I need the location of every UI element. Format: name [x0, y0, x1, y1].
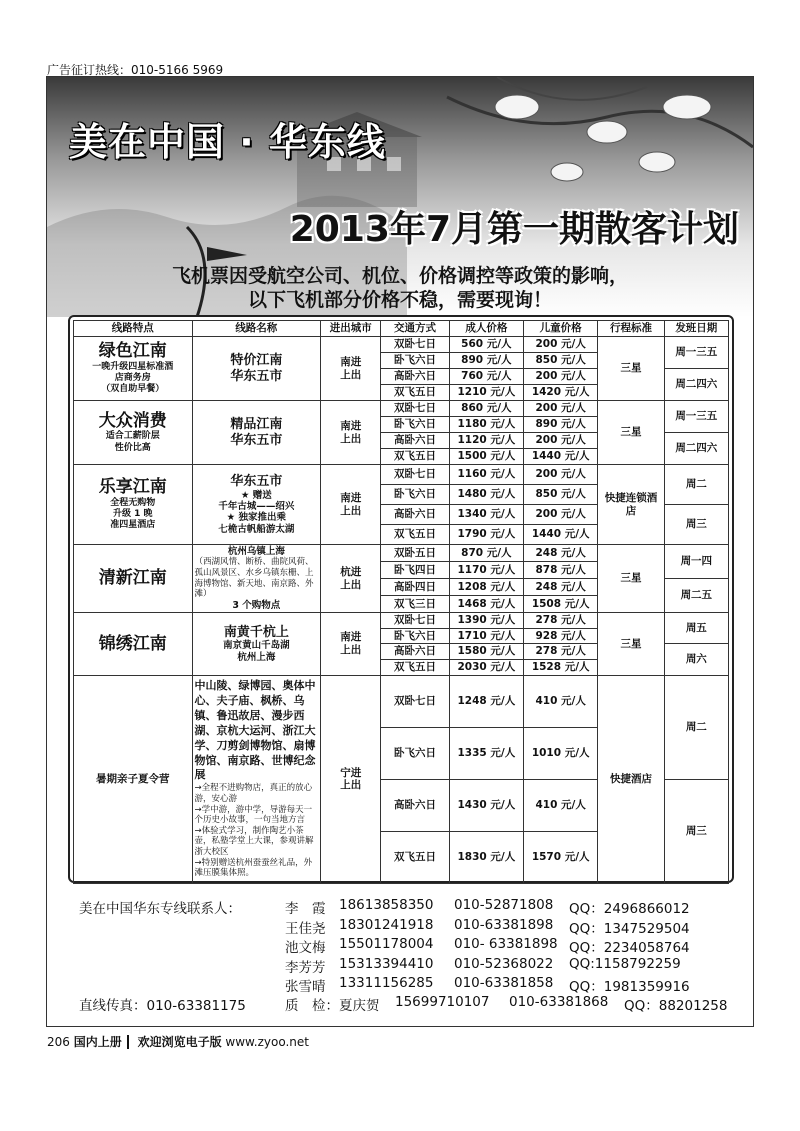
transport-cell: 高卧六日: [381, 433, 449, 449]
adult-price-cell: 2030 元/人: [449, 660, 523, 676]
qc-label: 质 检：: [285, 998, 339, 1014]
table-row: [74, 613, 729, 629]
child-price-cell: 1528 元/人: [524, 660, 598, 676]
route-city-line: 上出: [340, 504, 362, 517]
transport-cell: 卧飞六日: [381, 417, 449, 433]
transport-cell: 双飞三日: [381, 596, 449, 613]
adult-price-cell: 890 元/人: [449, 353, 523, 369]
header-cell: 儿童价格: [524, 321, 598, 337]
route-feature-title: 大众消费: [98, 411, 167, 432]
child-price-cell: 1508 元/人: [524, 596, 598, 613]
page-number: 206: [47, 1035, 70, 1049]
adult-price-cell: 1210 元/人: [449, 385, 523, 401]
route-city-line: 南进: [340, 419, 362, 432]
adult-price-cell: 1480 元/人: [449, 485, 523, 505]
contact-mobile: 15313394410: [339, 955, 434, 972]
price-notice-line-1: 飞机票因受航空公司、机位、价格调控等政策的影响，: [171, 265, 628, 287]
standard-cell: 三星: [598, 401, 664, 465]
adult-price-cell: 1180 元/人: [449, 417, 523, 433]
standard-cell: 快捷连锁酒店: [598, 465, 664, 545]
route-feature-cell: [74, 545, 193, 613]
transport-cell: 高卧六日: [381, 369, 449, 385]
child-price-cell: 200 元/人: [524, 337, 598, 353]
header-cell: 交通方式: [381, 321, 449, 337]
route-name-line: 华东五市: [230, 473, 283, 489]
child-price-cell: 248 元/人: [524, 579, 598, 596]
departure-date-cell: 周二五: [664, 579, 728, 613]
route-name-title: 杭州乌镇上海: [227, 546, 285, 557]
route-city-cell: [321, 675, 381, 883]
route-feature-title: 清新江南: [98, 568, 167, 589]
transport-cell: 卧飞六日: [381, 485, 449, 505]
adult-price-cell: 1430 元/人: [449, 779, 523, 831]
child-price-cell: 1570 元/人: [524, 831, 598, 883]
transport-cell: 高卧四日: [381, 579, 449, 596]
route-city-line: 南进: [340, 355, 362, 368]
header-cell: 发班日期: [664, 321, 728, 337]
route-feature-note: 全程无购物: [110, 497, 156, 508]
route-feature-cell: [74, 401, 193, 465]
adult-price-cell: 1248 元/人: [449, 675, 523, 727]
qc-mobile: 15699710107: [395, 994, 490, 1010]
header-cell: 成人价格: [449, 321, 523, 337]
route-name-cell: [192, 465, 321, 545]
fax-line: 直线传真：010-63381175: [79, 998, 246, 1014]
table-row: [74, 337, 729, 353]
child-price-cell: 410 元/人: [524, 779, 598, 831]
route-feature-title: 乐享江南: [98, 477, 167, 498]
standard-cell: 三星: [598, 613, 664, 675]
route-name-line: 七桅古帆船游太湖: [218, 523, 295, 535]
contact-phone: 010-63381898: [454, 916, 554, 933]
contact-name: 李 霞: [285, 901, 326, 917]
route-feature-note: 店商务房: [114, 373, 151, 384]
departure-date-cell: 周六: [664, 644, 728, 675]
adult-price-cell: 760 元/人: [449, 369, 523, 385]
transport-cell: 双卧七日: [381, 401, 449, 417]
schedule-table-box: [68, 315, 734, 883]
schedule-table: [73, 320, 729, 884]
route-city-line: 上出: [340, 779, 362, 792]
route-name-cell: [192, 337, 321, 401]
transport-cell: 卧飞六日: [381, 628, 449, 644]
contact-mobile: 13311156285: [339, 975, 434, 991]
section-name: 国内上册: [73, 1035, 122, 1049]
transport-cell: 双飞五日: [381, 385, 449, 401]
route-name-line: 杭州上海: [237, 651, 276, 663]
child-price-cell: 878 元/人: [524, 562, 598, 579]
qc-phone: 010-63381868: [509, 994, 609, 1010]
adult-price-cell: 1340 元/人: [449, 505, 523, 525]
child-price-cell: 850 元/人: [524, 485, 598, 505]
contact-phone: 010-63381858: [454, 975, 554, 991]
adult-price-cell: 1160 元/人: [449, 465, 523, 485]
child-price-cell: 248 元/人: [524, 545, 598, 562]
transport-cell: 双飞五日: [381, 449, 449, 465]
contact-phone: 010-52871808: [454, 897, 554, 913]
transport-cell: 双卧七日: [381, 613, 449, 629]
child-price-cell: 1440 元/人: [524, 449, 598, 465]
departure-date-cell: 周一三五: [664, 401, 728, 433]
contact-qq: QQ：1347529504: [569, 920, 690, 937]
table-row: [74, 675, 729, 727]
route-city-cell: [321, 401, 381, 465]
ad-hotline: 广告征订热线：010-5166 5969: [47, 63, 224, 77]
standard-cell: 快捷酒店: [598, 675, 664, 883]
contact-mobile: 15501178004: [339, 936, 434, 952]
adult-price-cell: 1830 元/人: [449, 831, 523, 883]
contact-mobile: 18613858350: [339, 897, 434, 913]
route-feature-title: 绿色江南: [98, 341, 167, 362]
contact-qq: QQ:1158792259: [569, 955, 681, 972]
departure-date-cell: 周一四: [664, 545, 728, 579]
child-price-cell: 890 元/人: [524, 417, 598, 433]
child-price-cell: 200 元/人: [524, 401, 598, 417]
transport-cell: 双飞五日: [381, 525, 449, 545]
route-name-line: ★ 独家推出乘: [226, 512, 286, 524]
route-city-cell: [321, 465, 381, 545]
child-price-cell: 1440 元/人: [524, 525, 598, 545]
table-row: [74, 401, 729, 417]
standard-cell: 三星: [598, 545, 664, 613]
transport-cell: 卧飞六日: [381, 353, 449, 369]
route-name-note: 3 个购物点: [232, 599, 281, 611]
contact-name: 王佳尧: [285, 920, 326, 937]
table-header-row: [74, 321, 729, 337]
route-feature-note: 一晚升级四星标准酒: [92, 361, 174, 372]
route-name-line: 南黄千杭上: [223, 624, 289, 640]
route-feature-cell: [74, 675, 193, 883]
route-name-cell: [192, 613, 321, 675]
adult-price-cell: 560 元/人: [449, 337, 523, 353]
departure-date-cell: 周三: [664, 505, 728, 545]
child-price-cell: 1010 元/人: [524, 727, 598, 779]
transport-cell: 双卧五日: [381, 545, 449, 562]
adult-price-cell: 1390 元/人: [449, 613, 523, 629]
transport-cell: 高卧六日: [381, 644, 449, 660]
adult-price-cell: 1208 元/人: [449, 579, 523, 596]
route-feature-note: 升级 1 晚: [113, 509, 153, 520]
route-feature-title: 暑期亲子夏令营: [96, 772, 170, 785]
route-city-cell: [321, 337, 381, 401]
route-feature-note: 性价比高: [114, 442, 151, 453]
route-name-line: 精品江南: [230, 416, 283, 432]
route-feature-cell: [74, 613, 193, 675]
adult-price-cell: 1580 元/人: [449, 644, 523, 660]
departure-date-cell: 周一三五: [664, 337, 728, 369]
transport-cell: 卧飞六日: [381, 727, 449, 779]
route-name-cell: [192, 675, 321, 883]
route-city-line: 上出: [340, 643, 362, 656]
adult-price-cell: 1335 元/人: [449, 727, 523, 779]
child-price-cell: 200 元/人: [524, 433, 598, 449]
departure-date-cell: 周三: [664, 779, 728, 883]
transport-cell: 双飞五日: [381, 831, 449, 883]
adult-price-cell: 1710 元/人: [449, 628, 523, 644]
child-price-cell: 928 元/人: [524, 628, 598, 644]
child-price-cell: 850 元/人: [524, 353, 598, 369]
page-footer: [47, 1033, 309, 1050]
header-cell: 线路名称: [192, 321, 321, 337]
route-name-note: →特别赠送杭州蚕蚕丝礼品，外滩压膜集体照。: [194, 857, 313, 879]
route-feature-cell: [74, 465, 193, 545]
route-name-note: →全程不进购物店，真正的放心游，安心游: [194, 783, 313, 804]
route-name-cell: [192, 545, 321, 613]
route-name-sights: 中山陵、绿博园、奥体中心、夫子庙、枫桥、乌镇、鲁迅故居、漫步西湖、京杭大运河、浙江大学、刀剪剑博物馆、扇博物馆、南京路、世博纪念展: [194, 679, 316, 782]
route-feature-cell: [74, 337, 193, 401]
route-name-line: 特价江南: [230, 352, 283, 368]
qc-name: 夏庆贺: [339, 998, 380, 1014]
route-city-line: 南进: [340, 491, 362, 504]
child-price-cell: 1420 元/人: [524, 385, 598, 401]
child-price-cell: 410 元/人: [524, 675, 598, 727]
header-cell: 线路特点: [74, 321, 193, 337]
transport-cell: 双卧七日: [381, 337, 449, 353]
standard-cell: 三星: [598, 337, 664, 401]
departure-date-cell: 周二四六: [664, 433, 728, 465]
transport-cell: 卧飞四日: [381, 562, 449, 579]
departure-date-cell: 周二四六: [664, 369, 728, 401]
adult-price-cell: 1468 元/人: [449, 596, 523, 613]
child-price-cell: 278 元/人: [524, 613, 598, 629]
contact-name: 张雪晴: [285, 979, 326, 995]
adult-price-cell: 870 元/人: [449, 545, 523, 562]
banner-title: 美在中国 · 华东线: [69, 120, 386, 164]
adult-price-cell: 1120 元/人: [449, 433, 523, 449]
route-name-sights: （西湖风情、断桥、曲院风荷、孤山风景区、水乡乌镇东栅、上海博物馆、新天地、南京路、外滩）: [194, 557, 314, 600]
route-city-cell: [321, 545, 381, 613]
route-name-line: 华东五市: [230, 432, 283, 448]
plan-title: 2013年7月第一期散客计划: [289, 209, 739, 250]
qc-qq: QQ：88201258: [624, 998, 728, 1014]
route-city-line: 宁进: [340, 766, 362, 779]
header-cell: 行程标准: [598, 321, 664, 337]
contact-phone: 010- 63381898: [454, 936, 558, 952]
contacts-label: 美在中国华东专线联系人：: [79, 901, 241, 917]
route-city-line: 上出: [340, 578, 362, 591]
contact-mobile: 18301241918: [339, 916, 434, 933]
route-name-line: 南京黄山千岛湖: [223, 640, 290, 652]
transport-cell: 双飞五日: [381, 660, 449, 676]
route-feature-title: 锦绣江南: [98, 633, 167, 654]
route-name-line: ★ 赠送: [240, 489, 272, 501]
route-name-line: 华东五市: [230, 368, 283, 384]
adult-price-cell: 860 元/人: [449, 401, 523, 417]
route-name-line: 千年古城——绍兴: [218, 500, 295, 512]
route-name-cell: [192, 401, 321, 465]
table-body: [74, 337, 729, 884]
route-feature-note: 适合工薪阶层: [105, 431, 160, 442]
departure-date-cell: 周五: [664, 613, 728, 644]
route-city-line: 杭进: [340, 566, 362, 579]
adult-price-cell: 1790 元/人: [449, 525, 523, 545]
ad-frame: [46, 76, 754, 1027]
child-price-cell: 200 元/人: [524, 369, 598, 385]
contact-name: 池文梅: [285, 940, 326, 956]
departure-date-cell: 周二: [664, 465, 728, 505]
route-city-line: 南进: [340, 631, 362, 644]
transport-cell: 高卧六日: [381, 779, 449, 831]
child-price-cell: 278 元/人: [524, 644, 598, 660]
transport-cell: 高卧六日: [381, 505, 449, 525]
route-name-note: →体验式学习，制作陶艺小茶壶，私塾学堂上大课，参观讲解浙大校区: [194, 825, 314, 858]
transport-cell: 双卧七日: [381, 465, 449, 485]
table-row: [74, 545, 729, 562]
route-feature-note: （双自助早餐）: [101, 384, 165, 395]
route-city-cell: [321, 613, 381, 675]
contact-name: 李芳芳: [285, 959, 326, 976]
contact-qq: QQ：1981359916: [569, 979, 690, 995]
child-price-cell: 200 元/人: [524, 465, 598, 485]
price-notice-line-2: 以下飞机部分价格不稳，需要现询！: [247, 289, 552, 311]
adult-price-cell: 1170 元/人: [449, 562, 523, 579]
child-price-cell: 200 元/人: [524, 505, 598, 525]
contact-qq: QQ：2234058764: [569, 940, 690, 956]
transport-cell: 双卧七日: [381, 675, 449, 727]
departure-date-cell: 周二: [664, 675, 728, 779]
route-name-note: →学中游，游中学，导游每天一个历史小故事，一句当地方言: [194, 804, 313, 826]
route-city-line: 上出: [340, 432, 362, 445]
route-city-line: 上出: [340, 368, 362, 381]
route-feature-note: 准四星酒店: [110, 520, 156, 531]
contact-qq: QQ：2496866012: [569, 901, 690, 917]
header-cell: 进出城市: [321, 321, 381, 337]
adult-price-cell: 1500 元/人: [449, 449, 523, 465]
contact-phone: 010-52368022: [454, 955, 554, 972]
footer-slogan: 欢迎浏览电子版: [137, 1035, 222, 1049]
footer-url[interactable]: www.zyoo.net: [225, 1035, 309, 1049]
table-row: [74, 465, 729, 485]
